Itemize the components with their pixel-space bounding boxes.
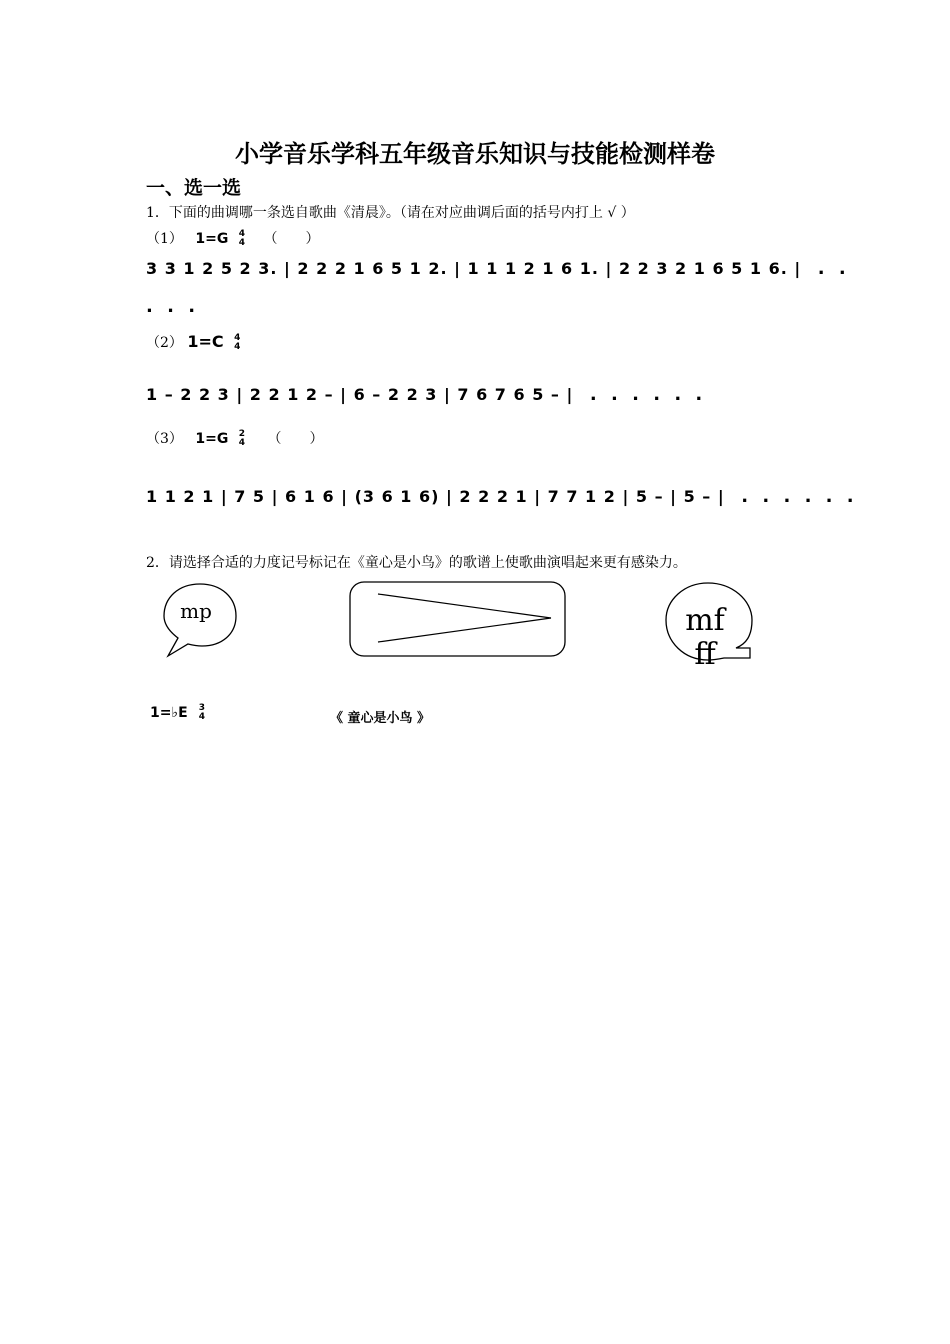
bubble-mf-ff-text: mf ff	[685, 603, 725, 672]
key-signature: 1=G	[195, 431, 229, 447]
option-label: （1）	[146, 231, 183, 247]
song-key-signature: 1=♭E	[150, 705, 188, 721]
question-2: 2．请选择合适的力度记号标记在《童心是小鸟》的歌谱上使歌曲演唱起来更有感染力。	[146, 555, 687, 571]
notation-line-2: 1 – 2 2 3 | 2 2 1 2 – | 6 – 2 2 3 | 7 6 7 6 5 – | . . . . . .	[146, 384, 707, 405]
answer-parenthesis[interactable]: （ ）	[267, 431, 324, 447]
question-1: 1．下面的曲调哪一条选自歌曲《清晨》。（请在对应曲调后面的括号内打上 √ ）	[146, 205, 635, 221]
notation-line-1: 3 3 1 2 5 2 3. | 2 2 2 1 6 5 1 2. | 1 1 1 2 1 6 1. | 2 2 3 2 1 6 5 1 6. | . .	[146, 258, 850, 279]
key-signature: 1=G	[195, 231, 229, 247]
song-title: 《 童心是小鸟 》	[330, 711, 431, 726]
option-1	[146, 228, 320, 248]
time-signature: 4 4	[238, 229, 246, 248]
section-heading: 一、选一选	[146, 177, 242, 199]
option-label: （3）	[146, 431, 183, 447]
time-signature: 4 4	[234, 333, 241, 352]
answer-parenthesis[interactable]: （ ）	[263, 231, 320, 247]
song-time-signature: 3 4	[198, 702, 205, 722]
notation-continuation-dots: . . .	[146, 296, 200, 317]
key-signature: 1=C	[187, 332, 224, 351]
time-signature: 2 4	[238, 429, 246, 448]
bubble-mp-text: mp	[180, 599, 212, 623]
option-2	[146, 332, 240, 352]
page-title: 小学音乐学科五年级音乐知识与技能检测样卷	[235, 139, 715, 168]
option-3	[146, 428, 324, 448]
notation-line-3: 1 1 2 1 | 7 5 | 6 1 6 | (3 6 1 6) | 2 2 2 1 | 7 7 1 2 | 5 – | 5 – | . . . . . .	[146, 486, 858, 507]
option-label: （2）	[146, 335, 183, 351]
decrescendo-box	[348, 580, 568, 660]
song-key-line	[150, 702, 205, 722]
